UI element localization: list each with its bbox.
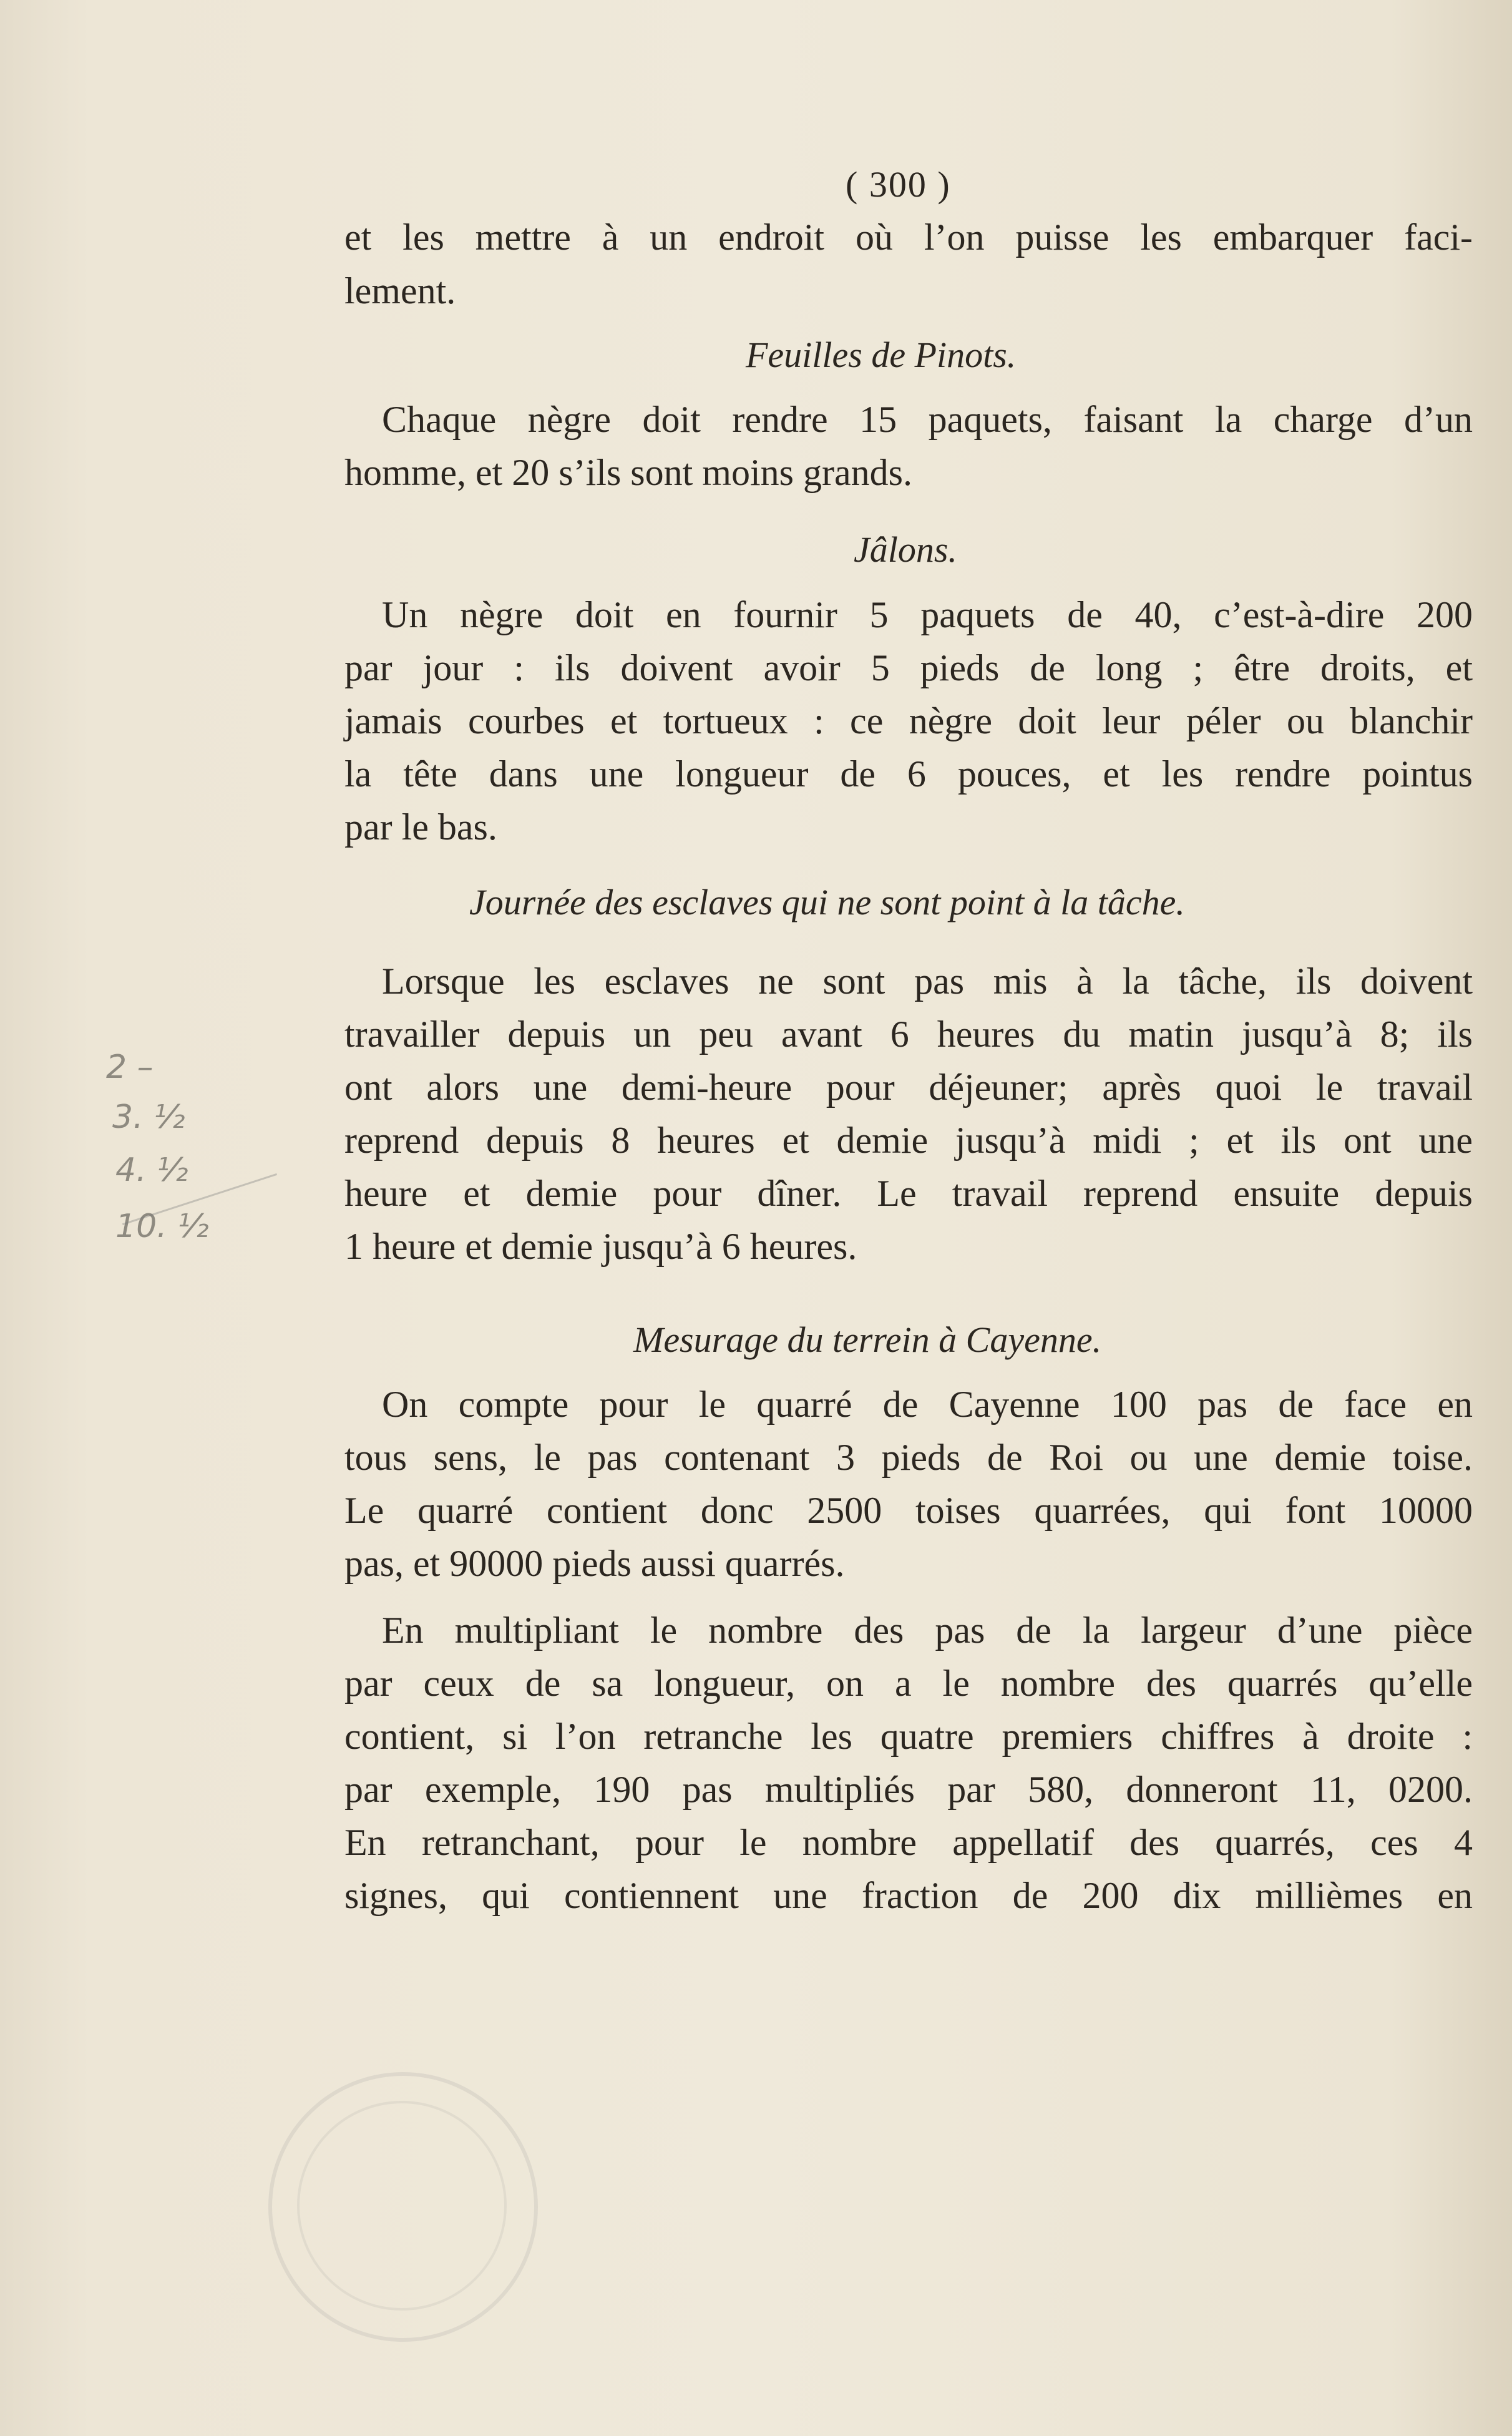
text-line: par jour : ils doivent avoir 5 pieds de long ; être droits, et [344,647,1473,688]
text-line: ont alors une demi-heure pour déjeuner; après quoi le travail [344,1067,1473,1108]
text-line: pas, et 90000 pieds aussi quarrés. [344,1543,845,1584]
section-heading: Journée des esclaves qui ne sont point à la tâche. [469,882,1185,922]
text-line: et les mettre à un endroit où l’on puisse les embarquer faci- [344,217,1473,258]
text-line: Chaque nègre doit rendre 15 paquets, faisant la charge d’un [382,399,1473,440]
text-line: par exemple, 190 pas multipliés par 580, donneront 11, 0200. [344,1769,1473,1810]
text-line: En retranchant, pour le nombre appellatif des quarrés, ces 4 [344,1822,1473,1863]
text-line: lement. [344,270,456,311]
page-number: ( 300 ) [846,164,951,205]
text-line: travailler depuis un peu avant 6 heures du matin jusqu’à 8; ils [344,1014,1473,1055]
section-heading: Mesurage du terrein à Cayenne. [633,1319,1102,1360]
text-line: tous sens, le pas contenant 3 pieds de Roi ou une demie toise. [344,1437,1473,1478]
text-line: Le quarré contient donc 2500 toises quarrées, qui font 10000 [344,1490,1473,1531]
margin-annotation: 4. ½ [115,1152,188,1189]
text-line: par le bas. [344,806,497,848]
margin-annotation: 2 – [106,1049,154,1086]
text-line: par ceux de sa longueur, on a le nombre des quarrés qu’elle [344,1663,1473,1704]
text-line: Un nègre doit en fournir 5 paquets de 40, c’est-à-dire 200 [382,594,1473,635]
text-line: jamais courbes et tortueux : ce nègre doit leur péler ou blanchir [344,700,1473,741]
text-line: reprend depuis 8 heures et demie jusqu’à midi ; et ils ont une [344,1120,1473,1161]
text-line: homme, et 20 s’ils sont moins grands. [344,452,912,493]
library-stamp-icon [268,2072,538,2342]
text-line: On compte pour le quarré de Cayenne 100 pas de face en [382,1384,1473,1425]
text-line: 1 heure et demie jusqu’à 6 heures. [344,1226,857,1267]
margin-annotation: 10. ½ [115,1208,209,1245]
text-line: heure et demie pour dîner. Le travail reprend ensuite depuis [344,1173,1473,1214]
section-heading: Feuilles de Pinots. [746,335,1017,375]
section-heading: Jâlons. [854,529,957,570]
text-line: En multipliant le nombre des pas de la largeur d’une pièce [382,1610,1473,1651]
margin-annotation: 3. ½ [112,1098,185,1136]
text-line: Lorsque les esclaves ne sont pas mis à la tâche, ils doivent [382,961,1473,1002]
text-line: contient, si l’on retranche les quatre premiers chiffres à droite : [344,1716,1473,1757]
text-line: la tête dans une longueur de 6 pouces, et les rendre pointus [344,753,1473,795]
text-line: signes, qui contiennent une fraction de 200 dix millièmes en [344,1875,1473,1916]
